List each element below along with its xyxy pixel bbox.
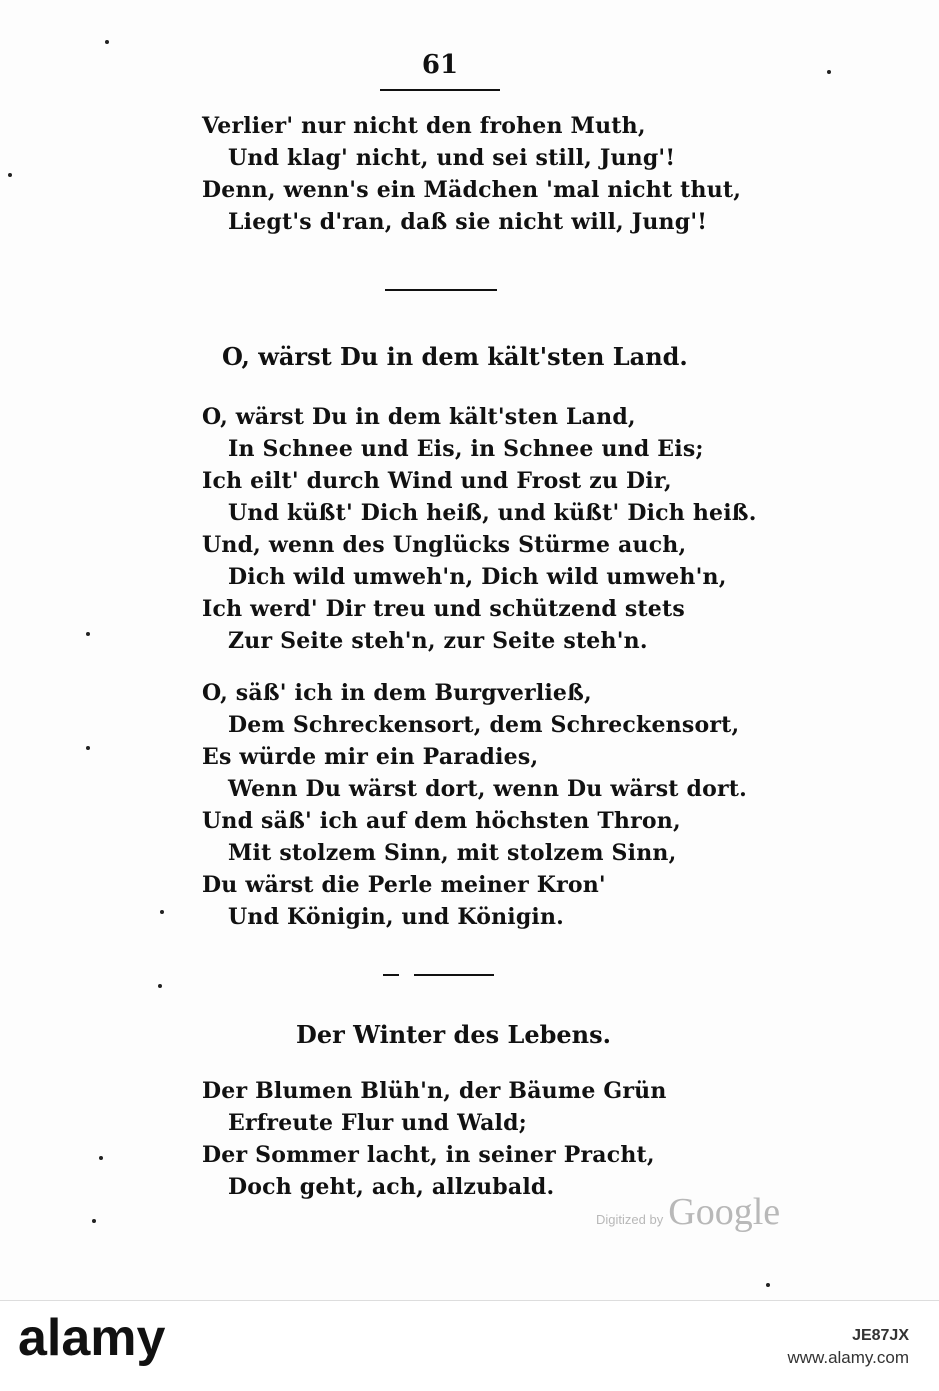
- verse-line: Wenn Du wärst dort, wenn Du wärst dort.: [228, 776, 747, 802]
- image-id: JE87JX: [852, 1327, 909, 1344]
- scan-speck: [105, 40, 109, 44]
- verse-line: Zur Seite steh'n, zur Seite steh'n.: [228, 628, 648, 654]
- verse-line: O, säß' ich in dem Burgverließ,: [202, 680, 592, 706]
- stock-footer: [0, 1300, 939, 1391]
- verse-line: Ich werd' Dir treu und schützend stets: [202, 596, 685, 622]
- watermark-brand: Google: [668, 1191, 781, 1233]
- poem-title: Der Winter des Lebens.: [296, 1020, 611, 1049]
- verse-line: Doch geht, ach, allzubald.: [228, 1174, 555, 1200]
- verse-line: Und küßt' Dich heiß, und küßt' Dich heiß.: [228, 500, 757, 526]
- verse-line: In Schnee und Eis, in Schnee und Eis;: [228, 436, 704, 462]
- verse-line: Erfreute Flur und Wald;: [228, 1110, 527, 1136]
- section-divider: [385, 289, 497, 291]
- verse-line: Liegt's d'ran, daß sie nicht will, Jung'!: [228, 209, 708, 235]
- verse-line: Der Blumen Blüh'n, der Bäume Grün: [202, 1078, 667, 1104]
- scan-speck: [158, 984, 162, 988]
- verse-line: Du wärst die Perle meiner Kron': [202, 872, 606, 898]
- scan-speck: [86, 746, 90, 750]
- verse-line: Und Königin, und Königin.: [228, 904, 565, 930]
- alamy-logo-text: alamy: [18, 1309, 166, 1367]
- verse-line: Es würde mir ein Paradies,: [202, 744, 539, 770]
- scan-speck: [766, 1283, 770, 1287]
- verse-line: Mit stolzem Sinn, mit stolzem Sinn,: [228, 840, 677, 866]
- section-divider: [414, 974, 494, 976]
- verse-line: Denn, wenn's ein Mädchen 'mal nicht thut,: [202, 177, 742, 203]
- verse-line: Der Sommer lacht, in seiner Pracht,: [202, 1142, 655, 1168]
- verse-line: Verlier' nur nicht den frohen Muth,: [202, 113, 646, 139]
- scan-speck: [86, 632, 90, 636]
- verse-line: Dich wild umweh'n, Dich wild umweh'n,: [228, 564, 727, 590]
- verse-line: Und säß' ich auf dem höchsten Thron,: [202, 808, 681, 834]
- alamy-logo: [18, 1309, 228, 1369]
- watermark-prefix: Digitized by: [596, 1212, 664, 1227]
- verse-line: Ich eilt' durch Wind und Frost zu Dir,: [202, 468, 672, 494]
- page-number-rule: [380, 89, 500, 91]
- digitized-watermark: [596, 1190, 780, 1234]
- scan-speck: [827, 70, 831, 74]
- scan-speck: [99, 1156, 103, 1160]
- verse-line: Und, wenn des Unglücks Stürme auch,: [202, 532, 687, 558]
- verse-line: Dem Schreckensort, dem Schreckensort,: [228, 712, 740, 738]
- page-number: 61: [421, 50, 459, 80]
- scan-speck: [160, 910, 164, 914]
- section-divider: [383, 974, 399, 976]
- scan-speck: [92, 1219, 96, 1223]
- footer-url: www.alamy.com: [787, 1348, 909, 1367]
- footer-info: [787, 1325, 909, 1369]
- scan-speck: [8, 173, 12, 177]
- verse-line: Und klag' nicht, und sei still, Jung'!: [228, 145, 676, 171]
- verse-line: O, wärst Du in dem kält'sten Land,: [202, 404, 636, 430]
- poem-title: O, wärst Du in dem kält'sten Land.: [222, 342, 688, 371]
